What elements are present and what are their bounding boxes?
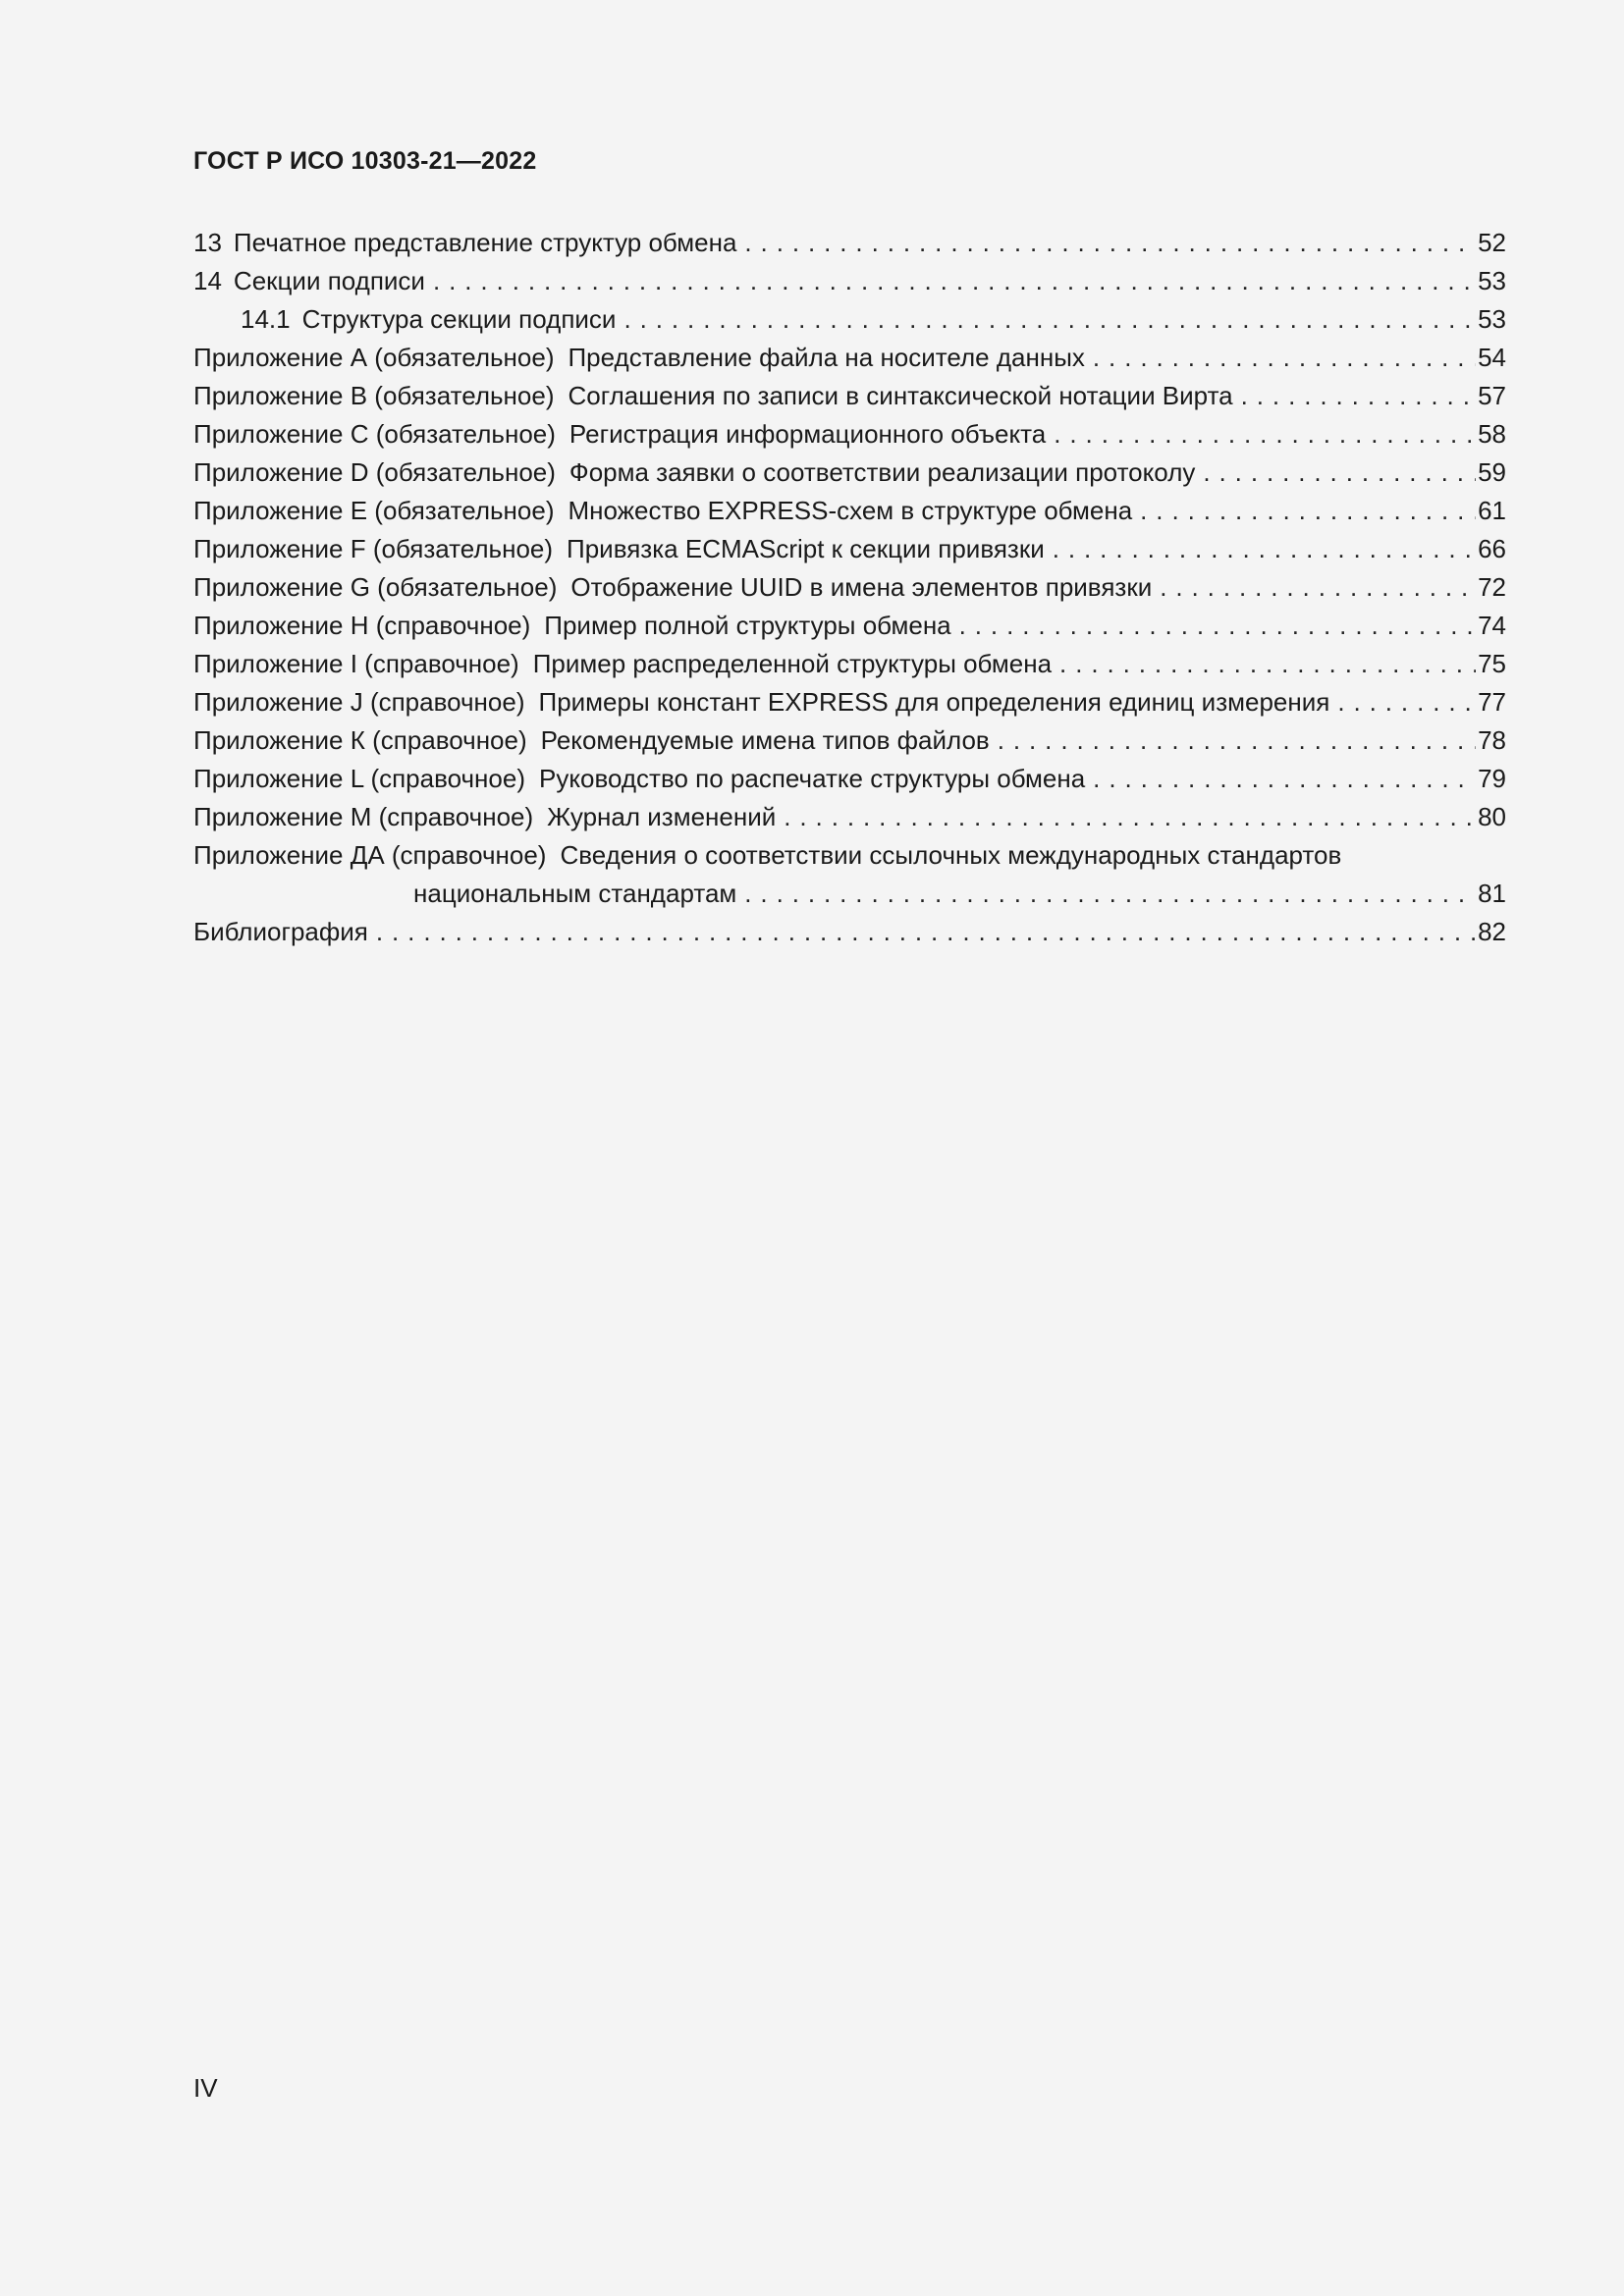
- toc-entry-appendix-e[interactable]: [193, 492, 1506, 530]
- toc-entry-14-1[interactable]: [193, 300, 1506, 339]
- toc-entry-page: 72: [1478, 572, 1506, 602]
- toc-entry-appendix-j[interactable]: [193, 683, 1506, 721]
- toc-entry-appendix-label: Приложение М (справочное): [193, 802, 534, 831]
- toc-entry-14[interactable]: [193, 262, 1506, 300]
- toc-entry-appendix-label: Приложение L (справочное): [193, 764, 525, 793]
- page-number: IV: [193, 2073, 218, 2103]
- toc-entry-appendix-label: Приложение F (обязательное): [193, 534, 554, 563]
- toc-entry-bibliography[interactable]: [193, 913, 1506, 951]
- toc-entry-page: 57: [1478, 381, 1506, 410]
- dot-leader: [1093, 339, 1476, 377]
- dot-leader: [784, 798, 1476, 836]
- toc-entry-page: 78: [1478, 725, 1506, 755]
- toc-entry-title-continuation: национальным стандартам: [413, 879, 737, 908]
- dot-leader: [744, 224, 1476, 262]
- toc-entry-number: 13: [193, 228, 222, 257]
- toc-entry-appendix-label: Приложение С (обязательное): [193, 419, 556, 449]
- toc-entry-page: 79: [1478, 764, 1506, 793]
- toc-entry-appendix-a[interactable]: [193, 339, 1506, 377]
- dot-leader: [1059, 645, 1476, 683]
- toc-entry-number: 14.1: [241, 304, 291, 334]
- toc-entry-page: 58: [1478, 419, 1506, 449]
- toc-entry-page: 52: [1478, 228, 1506, 257]
- toc-entry-appendix-i[interactable]: [193, 645, 1506, 683]
- toc-entry-title: Соглашения по записи в синтаксической нотации Вирта: [568, 381, 1233, 410]
- toc-entry-page: 54: [1478, 343, 1506, 372]
- toc-entry-appendix-label: Приложение Н (справочное): [193, 611, 531, 640]
- toc-entry-title: Представление файла на носителе данных: [568, 343, 1085, 372]
- toc-entry-appendix-label: Приложение К (справочное): [193, 725, 527, 755]
- toc-entry-appendix-h[interactable]: [193, 607, 1506, 645]
- toc-entry-title: Регистрация информационного объекта: [568, 419, 1047, 449]
- toc-entry-title: Руководство по распечатке структуры обмена: [539, 764, 1086, 793]
- toc-entry-title: Журнал изменений: [547, 802, 777, 831]
- toc-entry-appendix-m[interactable]: [193, 798, 1506, 836]
- toc-entry-title: Печатное представление структур обмена: [233, 228, 737, 257]
- dot-leader: [1160, 568, 1476, 607]
- document-header: ГОСТ Р ИСО 10303-21—2022: [193, 147, 537, 175]
- toc-entry-page: 80: [1478, 802, 1506, 831]
- dot-leader: [959, 607, 1476, 645]
- toc-entry-title: Множество EXPRESS-схем в структуре обмена: [568, 496, 1133, 525]
- toc-entry-page: 53: [1478, 304, 1506, 334]
- toc-entry-appendix-label: Приложение J (справочное): [193, 687, 525, 717]
- dot-leader: [433, 262, 1476, 300]
- toc-entry-appendix-label: Приложение G (обязательное): [193, 572, 558, 602]
- toc-entry-appendix-l[interactable]: [193, 760, 1506, 798]
- toc-entry-appendix-label: Приложение А (обязательное): [193, 343, 555, 372]
- toc-entry-title: Секции подписи: [233, 266, 425, 295]
- toc-entry-page: 77: [1478, 687, 1506, 717]
- dot-leader: [744, 875, 1476, 913]
- toc-entry-appendix-c[interactable]: [193, 415, 1506, 454]
- toc-entry-appendix-f[interactable]: [193, 530, 1506, 568]
- toc-entry-appendix-label: Приложение В (обязательное): [193, 381, 555, 410]
- toc-entry-title: Отображение UUID в имена элементов привязки: [570, 572, 1153, 602]
- toc-entry-page: 53: [1478, 266, 1506, 295]
- toc-entry-page: 59: [1478, 457, 1506, 487]
- toc-entry-page: 61: [1478, 496, 1506, 525]
- dot-leader: [1241, 377, 1476, 415]
- table-of-contents: [193, 224, 1506, 951]
- toc-entry-number: 14: [193, 266, 222, 295]
- toc-entry-appendix-da-continuation[interactable]: [193, 875, 1506, 913]
- dot-leader: [1054, 415, 1476, 454]
- dot-leader: [1140, 492, 1476, 530]
- toc-entry-appendix-label: Приложение D (обязательное): [193, 457, 556, 487]
- toc-entry-page: 81: [1478, 879, 1506, 908]
- dot-leader: [1203, 454, 1476, 492]
- toc-entry-13[interactable]: [193, 224, 1506, 262]
- toc-entry-appendix-label: Приложение ДА (справочное): [193, 840, 547, 870]
- toc-entry-appendix-g[interactable]: [193, 568, 1506, 607]
- toc-entry-title: Форма заявки о соответствии реализации протоколу: [568, 457, 1196, 487]
- dot-leader: [1093, 760, 1476, 798]
- dot-leader: [1053, 530, 1476, 568]
- toc-entry-appendix-d[interactable]: [193, 454, 1506, 492]
- toc-entry-appendix-k[interactable]: [193, 721, 1506, 760]
- toc-entry-page: 75: [1478, 649, 1506, 678]
- toc-entry-title: Структура секции подписи: [301, 304, 617, 334]
- toc-entry-title: Привязка ECMAScript к секции привязки: [567, 534, 1045, 563]
- toc-entry-title: Пример распределенной структуры обмена: [532, 649, 1053, 678]
- dot-leader: [376, 913, 1476, 951]
- dot-leader: [998, 721, 1476, 760]
- toc-entry-title: Сведения о соответствии ссылочных международных стандартов: [560, 840, 1342, 870]
- toc-entry-title: Библиография: [193, 917, 368, 946]
- toc-entry-appendix-b[interactable]: [193, 377, 1506, 415]
- toc-entry-appendix-da[interactable]: [193, 836, 1506, 875]
- toc-entry-page: 82: [1478, 917, 1506, 946]
- toc-entry-page: 74: [1478, 611, 1506, 640]
- toc-entry-title: Примеры констант EXPRESS для определения единиц измерения: [538, 687, 1330, 717]
- toc-entry-title: Рекомендуемые имена типов файлов: [540, 725, 990, 755]
- toc-entry-title: Пример полной структуры обмена: [544, 611, 951, 640]
- toc-entry-page: 66: [1478, 534, 1506, 563]
- toc-entry-appendix-label: Приложение Е (обязательное): [193, 496, 555, 525]
- dot-leader: [1337, 683, 1476, 721]
- dot-leader: [623, 300, 1476, 339]
- toc-entry-appendix-label: Приложение I (справочное): [193, 649, 519, 678]
